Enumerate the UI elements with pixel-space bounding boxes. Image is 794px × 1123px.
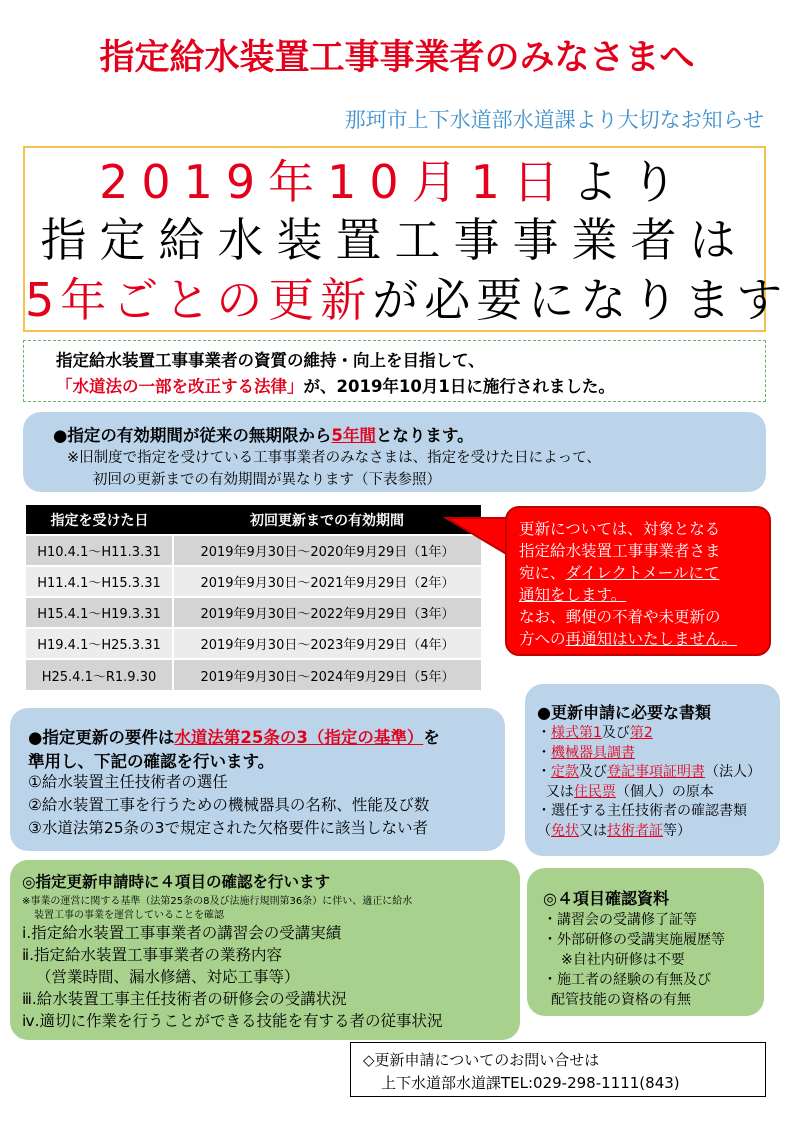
table-cell: 2019年9月30日～2024年9月29日（5年）: [173, 659, 481, 690]
validity-note-2: 初回の更新までの有効期間が異なります（下表参照）: [93, 472, 441, 488]
law-notice-line-2: 「水道法の一部を改正する法律」が、2019年10月1日に施行されました。: [56, 377, 615, 396]
renewal-requirements-box: [10, 708, 505, 851]
table-cell: 2019年9月30日～2022年9月29日（3年）: [173, 597, 481, 628]
list-item: ・施工者の経験の有無及び: [543, 972, 711, 988]
four-items-documents-heading: ◎４項目確認資料: [543, 889, 669, 908]
list-item: （免状又は技術者証等）: [537, 822, 691, 839]
table-row: [26, 535, 481, 566]
list-item: ・定款及び登記事項証明書（法人）: [537, 764, 761, 780]
table-cell: H11.4.1～H15.3.31: [26, 566, 173, 597]
table-row: [26, 566, 481, 597]
four-items-box: [10, 860, 520, 1040]
list-item: ・様式第1及び第2: [537, 725, 653, 741]
list-item: ⅰ.指定給水装置工事事業者の講習会の受講実績: [22, 924, 342, 942]
validity-note-1: ※旧制度で指定を受けている工事事業者のみなさまは、指定を受けた日によって、: [67, 450, 601, 466]
requirements-line-2: 準用し、下記の確認を行います。: [28, 752, 275, 771]
four-items-note-2: 装置工事の事業を運営していることを確認: [34, 910, 224, 921]
required-documents-box: [525, 684, 780, 856]
table-header: 指定を受けた日: [26, 505, 173, 535]
law-notice-box: [23, 340, 766, 402]
contact-phone: 上下水道部水道課TEL:029-298-1111(843): [381, 1074, 680, 1092]
law-article-link: 水道法第25条の3（指定の基準）: [174, 728, 424, 747]
page-subtitle: 那珂市上下水道部水道課より大切なお知らせ: [344, 108, 764, 132]
no-renotice-note: 再通知はいたしません。: [565, 630, 737, 648]
effective-date: 2019年10月1日: [99, 155, 572, 209]
list-item: ⅲ.給水装置工事主任技術者の研修会の受講状況: [22, 990, 347, 1008]
notice-callout: 更新については、対象となる 指定給水装置工事事業者さま 宛に、ダイレクトメールにて 通知をします。 なお、郵便の不着や未更新の 方への再通知はいたしません。: [505, 506, 771, 656]
table-header-row: [26, 505, 481, 535]
law-name: 「水道法の一部を改正する法律」: [56, 377, 304, 396]
announcement-box: [23, 146, 789, 332]
announcement-line-2: 指定給水装置工事事業者は: [40, 213, 749, 267]
validity-period: 5年間: [331, 426, 376, 445]
list-item: ・外部研修の受講実施履歴等: [543, 932, 725, 948]
table-cell: H10.4.1～H11.3.31: [26, 535, 173, 566]
announcement-line-1: 2019年10月1日より: [99, 155, 690, 209]
list-item: ②給水装置工事を行うための機械器具の名称、性能及び数: [28, 796, 430, 814]
four-items-documents-box: [527, 868, 764, 1016]
four-items-note-1: ※事業の運営に関する基準（法第25条の8及び法施行規則第36条）に伴い、適正に給水: [22, 896, 413, 907]
contact-heading: ◇更新申請についてのお問い合せは: [363, 1051, 600, 1069]
table-cell: 2019年9月30日～2020年9月29日（1年）: [173, 535, 481, 566]
table-row: [26, 628, 481, 659]
requirements-list: [28, 771, 429, 840]
list-item: ⅱ.指定給水装置工事事業者の業務内容: [22, 946, 283, 964]
four-items-documents-list: [543, 910, 725, 1010]
validity-heading: ●指定の有効期間が従来の無期限から5年間となります。: [53, 426, 474, 445]
list-item: 又は住民票（個人）の原本: [545, 783, 714, 800]
documents-list: [537, 724, 761, 841]
law-notice-line-1: 指定給水装置工事事業者の資質の維持・向上を目指して、: [56, 351, 485, 370]
contact-box: [350, 1042, 766, 1097]
announcement-line-3: 5年ごとの更新が必要になります: [25, 273, 789, 327]
table-header: 初回更新までの有効期間: [173, 505, 481, 535]
renewal-period: 5年ごとの更新: [25, 273, 373, 327]
list-item: ・選任する主任技術者の確認書類: [537, 803, 747, 819]
list-item: ※自社内研修は不要: [561, 952, 685, 968]
list-item: （営業時間、漏水修繕、対応工事等）: [36, 968, 300, 986]
validity-table: [26, 505, 481, 690]
page-title: 指定給水装置工事事業者のみなさまへ: [99, 38, 695, 78]
validity-box: [23, 412, 766, 492]
list-item: ・講習会の受講修了証等: [543, 912, 697, 928]
direct-mail-note: ダイレクトメールにて: [565, 564, 720, 582]
table-cell: H15.4.1～H19.3.31: [26, 597, 173, 628]
table-row: [26, 659, 481, 690]
list-item: ①給水装置主任技術者の選任: [28, 773, 228, 791]
four-items-heading: ◎指定更新申請時に４項目の確認を行います: [22, 873, 331, 891]
table-row: [26, 597, 481, 628]
list-item: ・機械器具調書: [537, 744, 635, 761]
four-items-list: [22, 922, 443, 1032]
list-item: ⅳ.適切に作業を行うことができる技能を有する者の従事状況: [22, 1012, 443, 1030]
list-item: 配管技能の資格の有無: [551, 992, 691, 1008]
requirements-heading: ●指定更新の要件は水道法第25条の3（指定の基準）を: [28, 728, 440, 747]
table-cell: H19.4.1～H25.3.31: [26, 628, 173, 659]
documents-heading: ●更新申請に必要な書類: [537, 703, 711, 722]
table-cell: H25.4.1～R1.9.30: [26, 659, 173, 690]
table-cell: 2019年9月30日～2021年9月29日（2年）: [173, 566, 481, 597]
table-cell: 2019年9月30日～2023年9月29日（4年）: [173, 628, 481, 659]
list-item: ③水道法第25条の3で規定された欠格要件に該当しない者: [28, 819, 428, 837]
